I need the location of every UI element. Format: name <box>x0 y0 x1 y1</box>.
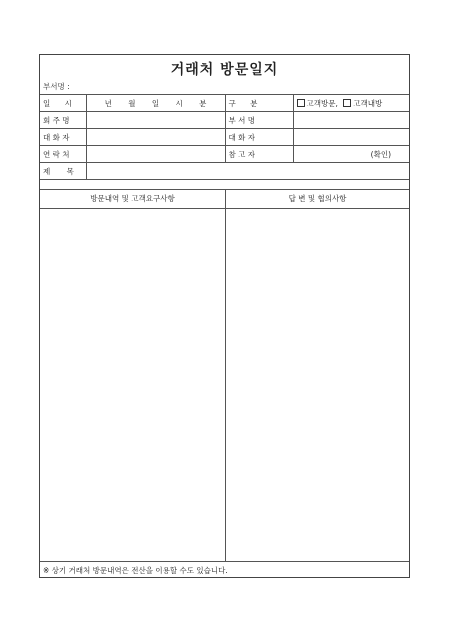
contact-field[interactable] <box>86 129 225 146</box>
footer-note: ※ 상기 거래처 방문내역은 전산을 이용할 수도 있습니다. <box>43 566 228 575</box>
dept-name-label: 부 서 명 <box>225 112 293 129</box>
contact-label: 대 화 자 <box>40 129 86 146</box>
confirm-label: (확인) <box>370 149 391 159</box>
date-label: 일 시 <box>40 95 86 112</box>
company-field[interactable] <box>86 112 225 129</box>
category-options <box>293 95 409 112</box>
contact-row <box>40 129 409 146</box>
response-area[interactable] <box>226 209 409 561</box>
company-row <box>40 112 409 129</box>
category-label: 구 분 <box>225 95 293 112</box>
date-row <box>40 95 409 112</box>
customer-visit-label: 고객방문, <box>306 98 338 108</box>
info-table <box>40 94 409 180</box>
subject-field[interactable] <box>86 163 409 180</box>
customer-visit-checkbox[interactable] <box>297 99 305 107</box>
subject-row <box>40 163 409 180</box>
customer-inbound-label: 고객내방 <box>353 98 383 108</box>
date-field[interactable]: 년 월 일 시 분 <box>86 95 225 112</box>
visit-details-area[interactable] <box>40 209 225 561</box>
contact-field-2[interactable] <box>293 129 409 146</box>
reference-field[interactable] <box>293 146 409 163</box>
response-header: 답 변 및 협의사항 <box>288 194 347 203</box>
phone-row <box>40 146 409 163</box>
visit-log-form <box>39 54 410 578</box>
form-title: 거래처 방문일지 <box>170 62 279 78</box>
footer-row <box>40 561 409 577</box>
phone-field[interactable] <box>86 146 225 163</box>
dept-name-field[interactable] <box>293 112 409 129</box>
customer-inbound-checkbox[interactable] <box>343 99 351 107</box>
visit-details-header: 방문내역 및 고객요구사항 <box>90 194 175 203</box>
company-label: 회 주 명 <box>40 112 86 129</box>
phone-label: 연 락 처 <box>40 146 86 163</box>
reference-label: 참 고 자 <box>225 146 293 163</box>
contact-label-2: 대 화 자 <box>225 129 293 146</box>
subject-label: 제 목 <box>40 163 86 180</box>
department-label: 부서명 : <box>43 82 70 91</box>
